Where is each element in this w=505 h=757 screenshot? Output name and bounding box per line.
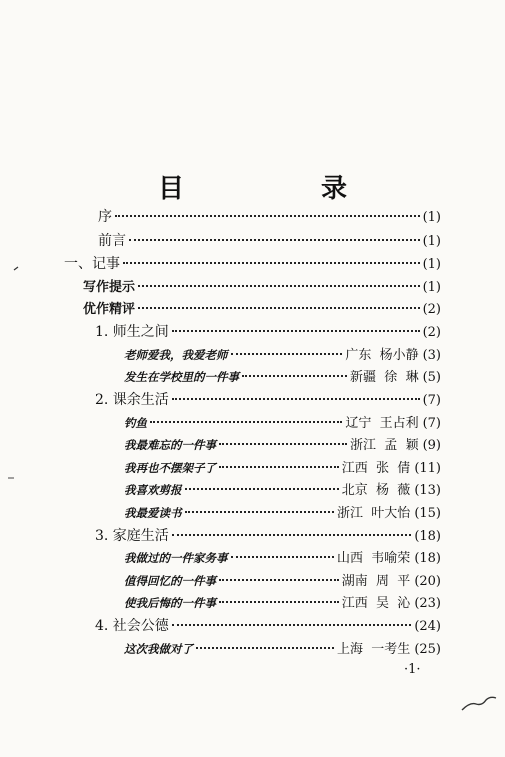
entry-author: 上海 一考生: [337, 642, 411, 657]
toc-entry-article[interactable]: [124, 638, 441, 657]
entry-label: 写作提示: [83, 280, 136, 295]
leader-dots: [172, 624, 412, 626]
toc-entry-reviews[interactable]: [83, 298, 441, 317]
page-number: (2): [422, 325, 441, 340]
entry-label: 我最爱读书: [124, 506, 182, 520]
entry-label: 使我后悔的一件事: [124, 596, 216, 610]
toc-entry-chapter-2[interactable]: [95, 389, 441, 409]
entry-label: 这次我做对了: [124, 642, 193, 656]
entry-label: 值得回忆的一件事: [124, 574, 216, 588]
entry-label: 前言: [98, 233, 126, 249]
leader-dots: [196, 647, 334, 649]
leader-dots: [219, 466, 339, 468]
toc-entry-article[interactable]: [124, 434, 441, 453]
toc-entry-article[interactable]: [124, 502, 441, 521]
entry-label: 序: [98, 209, 112, 225]
entry-label: 4. 社会公德: [95, 618, 169, 634]
entry-author: 浙江 叶大怡: [337, 506, 411, 521]
toc-entry-article[interactable]: [124, 457, 441, 476]
page-number: (24): [414, 619, 441, 634]
leader-dots: [219, 601, 339, 603]
toc-entry-chapter-4[interactable]: [95, 615, 441, 635]
toc-entry-chapter-1[interactable]: [95, 321, 441, 341]
entry-author: 浙江 孟 颖: [350, 438, 419, 453]
toc-entry-writing-tips[interactable]: [83, 276, 441, 295]
page-number: (1): [422, 234, 441, 249]
page-title: 目 录: [157, 174, 412, 204]
scan-edge-marks: [0, 240, 40, 500]
entry-author: 江西 吴 沁: [341, 596, 411, 611]
entry-label: 我喜欢剪报: [124, 483, 182, 497]
page-number: (2): [422, 302, 441, 317]
page-number: (5): [422, 370, 441, 385]
page-number: (18): [414, 551, 441, 566]
leader-dots: [231, 556, 335, 558]
toc-entry-article[interactable]: [124, 547, 441, 566]
leader-dots: [172, 398, 420, 400]
page-number: (23): [414, 596, 441, 611]
leader-dots: [138, 307, 420, 309]
page-number: (1): [422, 257, 441, 272]
leader-dots: [242, 375, 347, 377]
entry-author: 辽宁 王占利: [345, 416, 419, 431]
entry-label: 发生在学校里的一件事: [124, 370, 239, 384]
entry-author: 山西 韦喻荣: [337, 551, 411, 566]
entry-label: 1. 师生之间: [95, 324, 169, 340]
toc-entry-section-1[interactable]: [64, 253, 441, 273]
page-number: (13): [414, 483, 441, 498]
entry-label: 我最难忘的一件事: [124, 438, 216, 452]
entry-author: 北京 杨 薇: [341, 483, 411, 498]
entry-label: 一、记事: [64, 256, 120, 272]
toc-entry-article[interactable]: [124, 366, 441, 385]
leader-dots: [150, 421, 342, 423]
toc-entry-article[interactable]: [124, 344, 441, 363]
leader-dots: [219, 579, 339, 581]
entry-author: 新疆 徐 琳: [350, 370, 419, 385]
toc-entry-article[interactable]: [124, 592, 441, 611]
page-number: (15): [414, 506, 441, 521]
leader-dots: [219, 443, 347, 445]
page-number: (18): [414, 529, 441, 544]
leader-dots: [172, 534, 412, 536]
page-footer-number: ·1·: [404, 662, 421, 677]
toc-entry-foreword[interactable]: [98, 230, 441, 250]
entry-label: 优作精评: [83, 302, 136, 317]
toc-entry-article[interactable]: [124, 479, 441, 498]
leader-dots: [115, 215, 420, 217]
leader-dots: [123, 262, 420, 264]
entry-label: 我做过的一件家务事: [124, 551, 228, 565]
leader-dots: [129, 239, 420, 241]
toc-entry-article[interactable]: [124, 412, 441, 431]
page-number: (11): [414, 461, 441, 476]
toc-entry-preface[interactable]: [98, 206, 441, 226]
page-number: (20): [414, 574, 441, 589]
entry-label: 3. 家庭生活: [95, 528, 169, 544]
page-number: (9): [422, 438, 441, 453]
leader-dots: [231, 353, 343, 355]
entry-label: 2. 课余生活: [95, 392, 169, 408]
entry-author: 广东 杨小静: [345, 348, 419, 363]
entry-label: 钓鱼: [124, 416, 147, 430]
page-number: (25): [414, 642, 441, 657]
entry-label: 老师爱我，我爱老师: [124, 348, 228, 362]
pencil-scribble-mark: [460, 690, 500, 720]
page-number: (7): [422, 416, 441, 431]
page-number: (7): [422, 393, 441, 408]
page-number: (1): [422, 210, 441, 225]
entry-label: 我再也不摆架子了: [124, 461, 216, 475]
page-number: (1): [422, 280, 441, 295]
toc-entry-chapter-3[interactable]: [95, 525, 441, 545]
entry-author: 湖南 周 平: [341, 574, 411, 589]
leader-dots: [185, 511, 335, 513]
leader-dots: [172, 330, 420, 332]
leader-dots: [185, 488, 339, 490]
page-number: (3): [422, 348, 441, 363]
leader-dots: [138, 285, 420, 287]
toc-entry-article[interactable]: [124, 570, 441, 589]
entry-author: 江西 张 倩: [341, 461, 411, 476]
